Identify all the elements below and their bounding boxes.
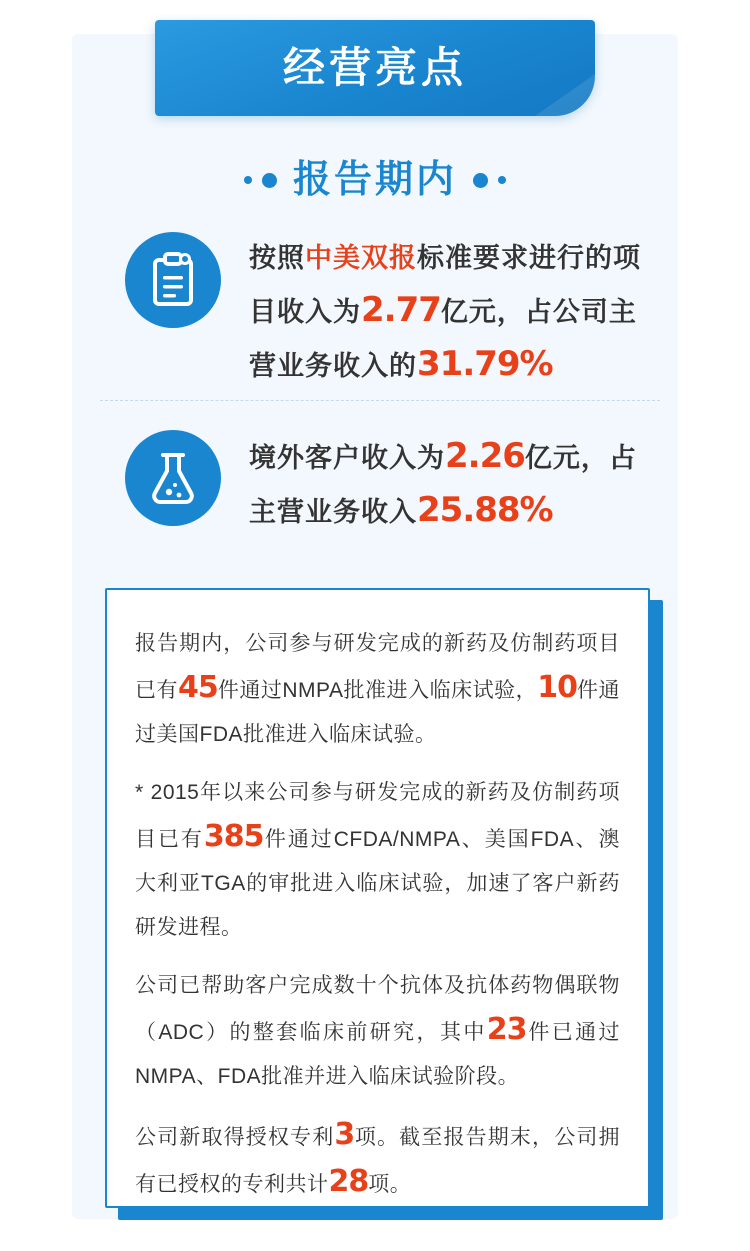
highlight-text-2	[249, 430, 659, 538]
paragraph-1	[135, 622, 620, 757]
hl1-value-revenue: 2.77	[361, 290, 441, 330]
hl1-value-percent: 31.79%	[417, 344, 553, 384]
paragraph-3-number-1: 23	[486, 1012, 527, 1047]
paragraph-1-text-0: 报告期内，公司参与研发完成的新药及仿制药项目已有	[135, 632, 620, 702]
hl1-line1-post: 标准要求进行	[417, 243, 585, 273]
hl2-value-percent: 25.88%	[417, 490, 553, 530]
header-banner	[155, 20, 595, 116]
paragraph-1-text-2: 件通过NMPA批准进入临床试验，	[217, 679, 538, 702]
highlight-text-1	[249, 232, 659, 392]
paragraph-4-number-3: 28	[328, 1164, 369, 1199]
paragraph-1-number-1: 45	[178, 670, 218, 705]
content-box	[105, 588, 650, 1208]
hl1-line1-red: 中美双报	[305, 243, 417, 273]
paragraph-4-number-1: 3	[334, 1117, 355, 1152]
highlight-item-2	[125, 430, 665, 538]
paragraph-2-text-2: 件通过CFDA/NMPA、美国FDA、澳大利亚TGA的审批进入临床试验，加速了客户新药研发进程。	[135, 828, 620, 939]
paragraph-4-text-4: 项。	[368, 1173, 412, 1196]
flask-icon	[125, 430, 221, 526]
decor-dot-small-left	[244, 176, 252, 184]
paragraph-4-text-2: 项。截至报告期末，公司拥有已授权的专利共计	[135, 1126, 621, 1196]
highlight-item-1	[125, 232, 665, 392]
paragraph-2	[135, 771, 620, 950]
paragraph-3-text-2: 件已通过NMPA、FDA批准并进入临床试验阶段。	[135, 1021, 621, 1088]
decor-dot-medium-left	[262, 173, 277, 188]
clipboard-icon	[125, 232, 221, 328]
section-subtitle	[72, 150, 678, 210]
hl1-line2-post: 亿元，占	[440, 297, 553, 327]
decor-dot-small-right	[498, 176, 506, 184]
paragraph-4-text-0: 公司新取得授权专利	[135, 1126, 335, 1149]
paragraph-3	[135, 964, 620, 1099]
paragraph-1-number-3: 10	[537, 670, 577, 705]
subtitle-label: 报告期内	[292, 159, 457, 201]
hl2-line1-pre: 境外客户收入为	[249, 443, 445, 473]
paragraph-3-text-0: 公司已帮助客户完成数十个抗体及抗体药物偶联物（ADC）的整套临床前研究，其中	[135, 974, 620, 1044]
hl2-line2-pre: 占主营业务收入	[249, 443, 637, 527]
page-title: 经营亮点	[282, 44, 467, 91]
paragraph-2-text-0: * 2015年以来公司参与研发完成的新药及仿制药项目已有	[135, 781, 620, 851]
paragraph-4	[135, 1113, 620, 1207]
hl1-line2-pre: 的项目收入为	[249, 243, 641, 327]
hl1-line1-pre: 按照	[249, 243, 305, 273]
paragraph-1-text-4: 件通过美国FDA批准进入临床试验。	[135, 679, 620, 746]
decor-dot-medium-right	[473, 173, 488, 188]
hl2-line1-post: 亿元，	[524, 443, 609, 473]
hl1-line3-pre: 公司主营业务收入的	[249, 297, 637, 381]
section-divider	[100, 400, 660, 401]
paragraph-2-number-1: 385	[203, 819, 264, 854]
hl2-value-revenue: 2.26	[445, 436, 525, 476]
